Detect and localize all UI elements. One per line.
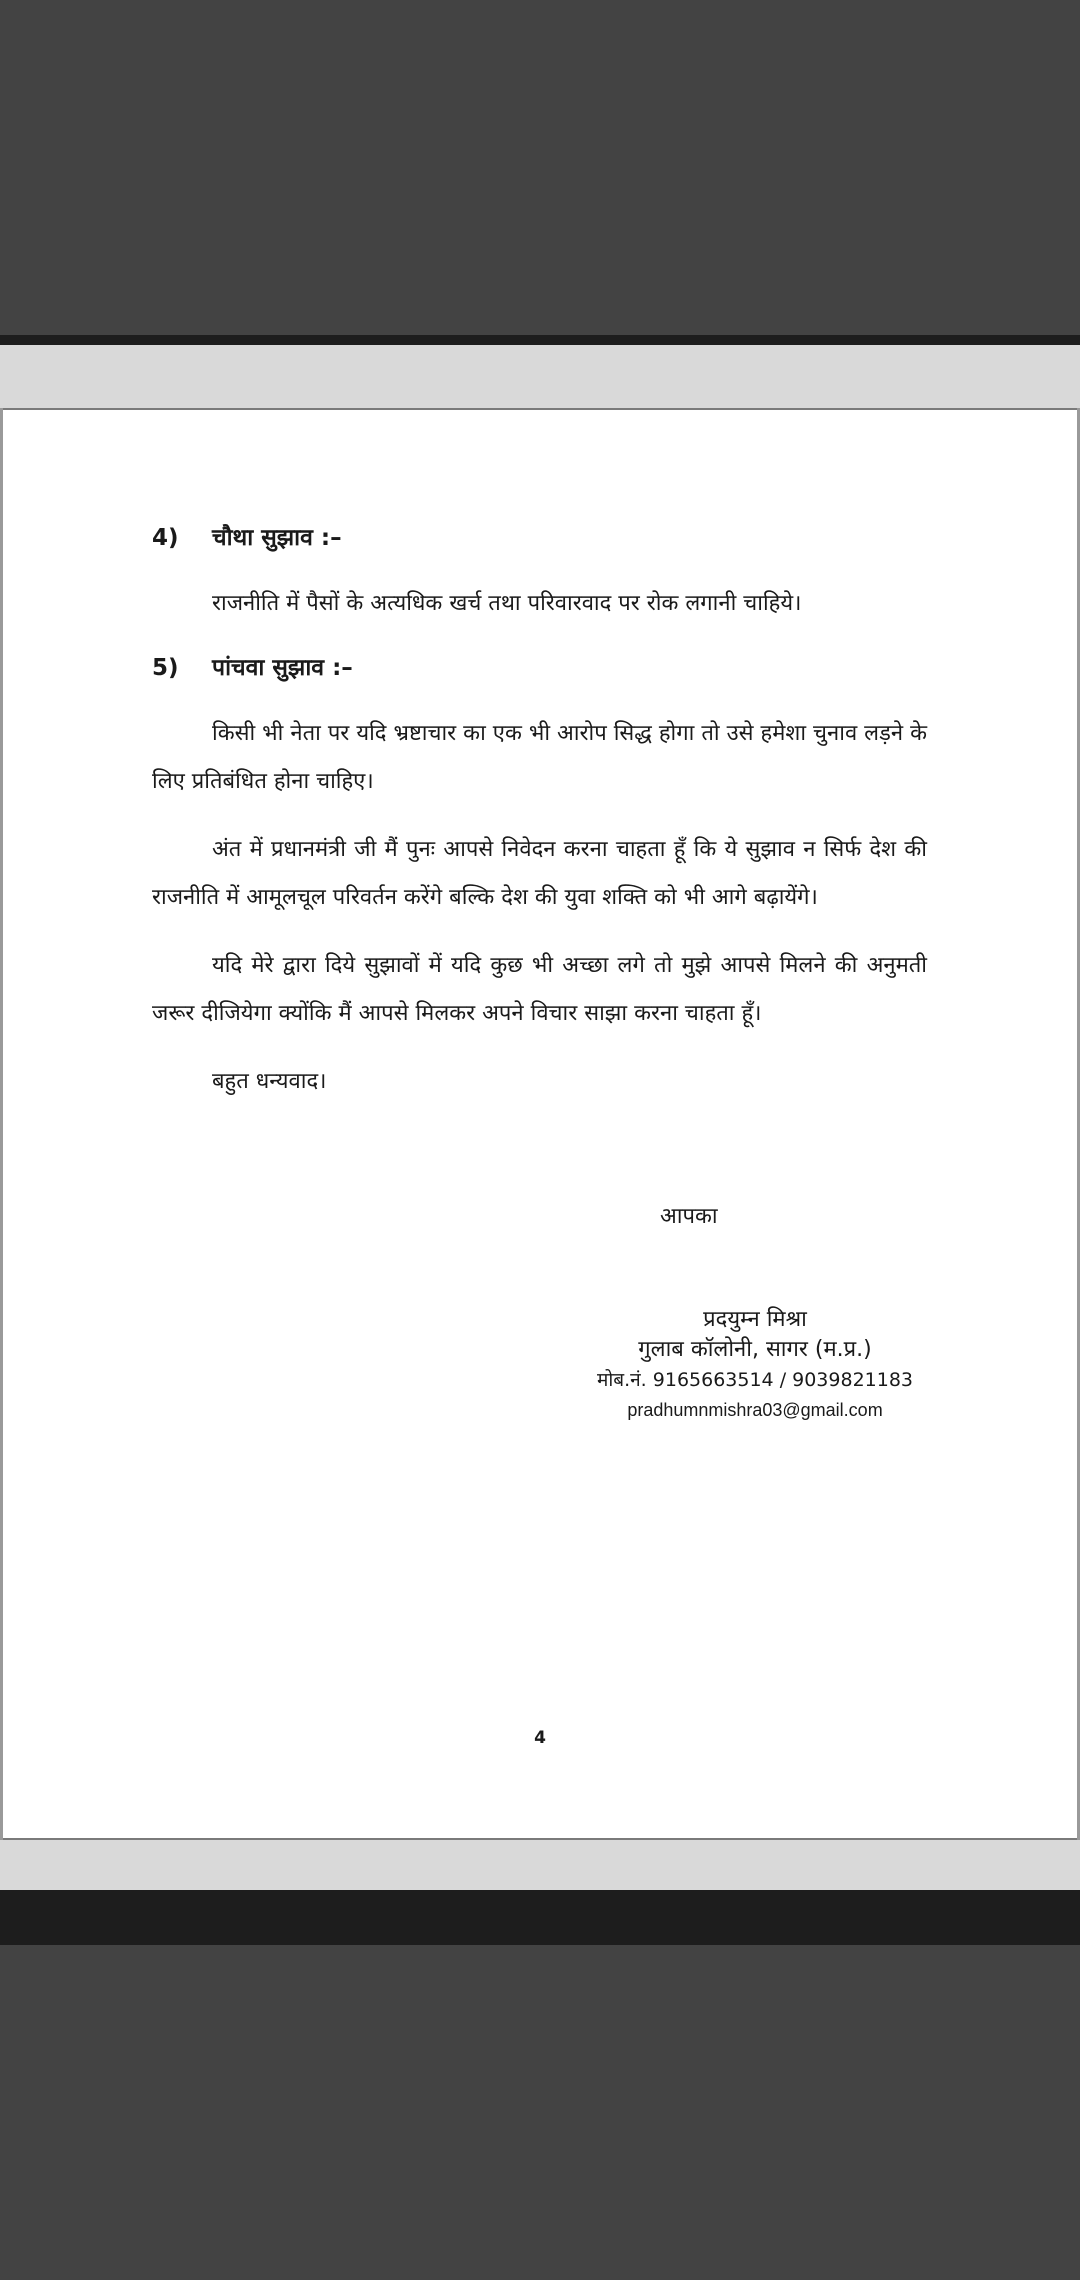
- page-number: 4: [534, 1728, 546, 1748]
- viewer-top-background: [0, 0, 1080, 335]
- page-border-left: [0, 408, 3, 1840]
- section-5-title: पांचवा सुझाव :–: [212, 655, 353, 681]
- section-5-paragraph: किसी भी नेता पर यदि भ्रष्टाचार का एक भी आरोप सिद्ध होगा तो उसे हमेशा चुनाव लड़ने के लिए प्रतिबंधित होना चाहिए।: [152, 721, 927, 794]
- sender-phone: मोब.नं. 9165663514 / 9039821183: [596, 1369, 914, 1391]
- top-divider: [0, 335, 1080, 345]
- thanks-line: बहुत धन्यवाद।: [212, 1069, 327, 1094]
- sender-address: गुलाब कॉलोनी, सागर (म.प्र.): [638, 1337, 872, 1362]
- section-4-heading: [152, 520, 927, 560]
- section-4-paragraph: राजनीति में पैसों के अत्यधिक खर्च तथा परिवारवाद पर रोक लगानी चाहिये।: [212, 591, 802, 616]
- section-5-number: 5): [152, 655, 179, 681]
- viewer-bottom-background: [0, 1945, 1080, 2280]
- conclusion-paragraph: अंत में प्रधानमंत्री जी मैं पुनः आपसे निवेदन करना चाहता हूँ कि ये सुझाव न सिर्फ देश की राजनीति में आमूलचूल परिवर्तन करेंगे बल्कि देश की युवा शक्ति को भी आगे बढ़ायेंगे।: [152, 837, 927, 910]
- signature-block: [555, 1305, 955, 1425]
- closing-salutation: आपका: [660, 1204, 718, 1229]
- section-5-heading: [152, 650, 927, 690]
- section-4-title: चौथा सुझाव :–: [212, 525, 342, 551]
- section-4-number: 4): [152, 525, 179, 551]
- bottom-divider: [0, 1890, 1080, 1945]
- request-paragraph: यदि मेरे द्वारा दिये सुझावों में यदि कुछ भी अच्छा लगे तो मुझे आपसे मिलने की अनुमती जरूर दीजियेगा क्योंकि मैं आपसे मिलकर अपने विचार साझा करना चाहता हूँ।: [152, 953, 927, 1026]
- sender-email: pradhumnmishra03@gmail.com: [627, 1400, 883, 1420]
- sender-name: प्रदयुम्न मिश्रा: [703, 1307, 807, 1332]
- letter-body: [152, 520, 927, 1106]
